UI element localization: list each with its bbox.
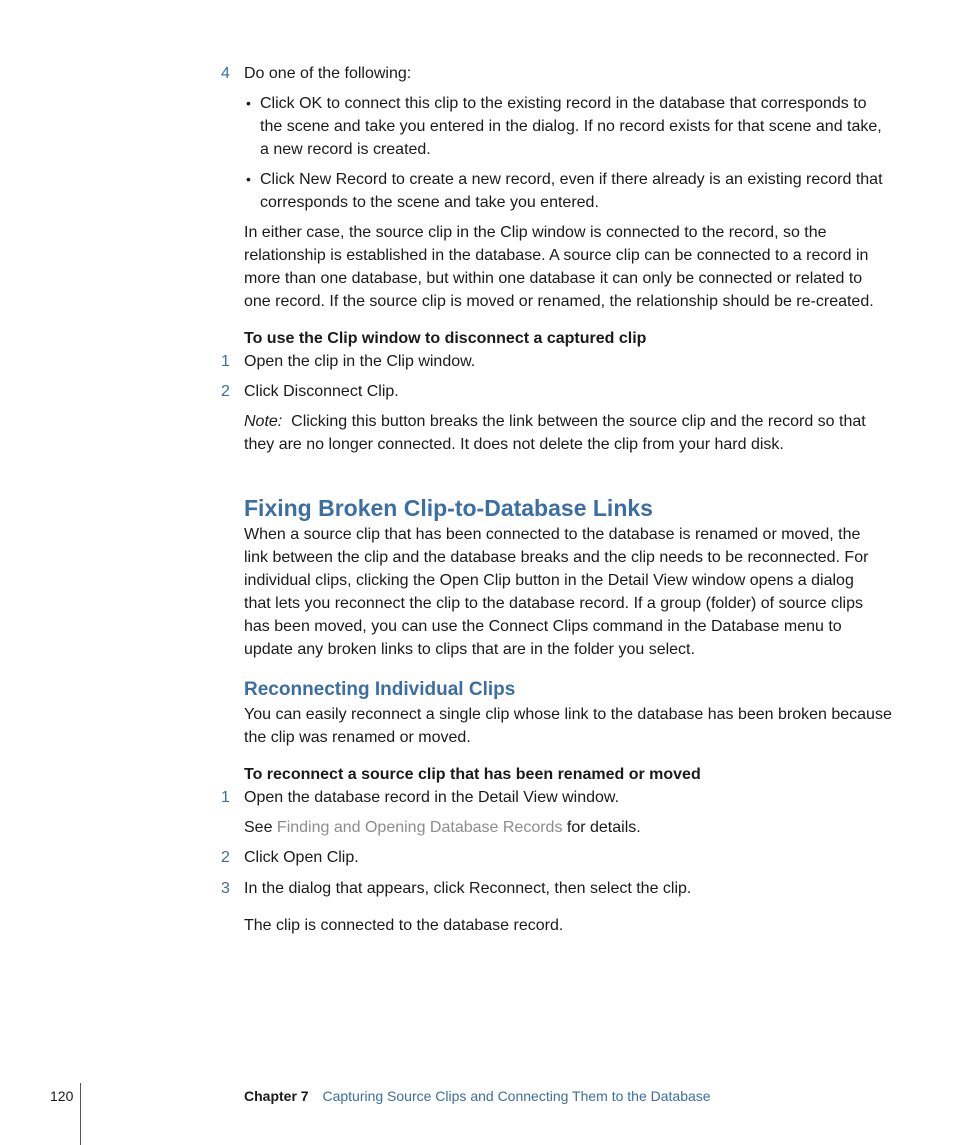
paragraph-line: that lets you reconnect the clip to the database record. If a group (folder) of source clips [244, 595, 864, 612]
footer-divider [80, 1083, 81, 1145]
paragraph-line: In either case, the source clip in the Clip window is connected to the record, so the [244, 224, 827, 241]
step-number: 3 [221, 880, 230, 897]
step-text: Open the clip in the Clip window. [244, 353, 476, 370]
step-text: In the dialog that appears, click Reconnect, then select the clip. [244, 880, 692, 897]
footer-chapter [244, 1087, 711, 1105]
see-prefix: See [244, 819, 273, 836]
task-heading: To use the Clip window to disconnect a captured clip [244, 330, 647, 347]
see-also-line [244, 816, 641, 839]
paragraph-line: one record. If the source clip is moved or renamed, the relationship should be re-created. [244, 293, 874, 310]
step-number: 2 [221, 383, 230, 400]
step-text: Click Open Clip. [244, 849, 359, 866]
chapter-title: Capturing Source Clips and Connecting Them to the Database [322, 1088, 711, 1104]
paragraph-line: update any broken links to clips that are in the folder you select. [244, 641, 695, 658]
step-number: 2 [221, 849, 230, 866]
subsection-title: Reconnecting Individual Clips [244, 679, 516, 700]
step-text: Click Disconnect Clip. [244, 383, 399, 400]
chapter-label: Chapter 7 [244, 1088, 309, 1104]
step-text: Open the database record in the Detail View window. [244, 789, 620, 806]
bullet-line: the scene and take you entered in the dialog. If no record exists for that scene and take, [260, 118, 882, 135]
note-line: they are no longer connected. It does not delete the clip from your hard disk. [244, 436, 784, 453]
paragraph-line: When a source clip that has been connected to the database is renamed or moved, the [244, 526, 861, 543]
paragraph-line: You can easily reconnect a single clip whose link to the database has been broken because [244, 706, 892, 723]
page-number: 120 [50, 1088, 74, 1104]
bullet-line: a new record is created. [260, 141, 431, 158]
bullet-line: corresponds to the scene and take you entered. [260, 194, 599, 211]
note-line [244, 410, 866, 433]
bullet-line: Click New Record to create a new record, even if there already is an existing record that [260, 171, 883, 188]
bullet-marker: • [246, 95, 251, 111]
step-number: 1 [221, 789, 230, 806]
step-text: Do one of the following: [244, 65, 412, 82]
paragraph-line: link between the clip and the database breaks and the clip needs to be reconnected. For [244, 549, 869, 566]
step-number: 4 [221, 65, 230, 82]
bullet-line: Click OK to connect this clip to the existing record in the database that corresponds to [260, 95, 867, 112]
paragraph-line: the clip was renamed or moved. [244, 729, 471, 746]
result-text: The clip is connected to the database record. [244, 917, 564, 934]
see-suffix: for details. [566, 819, 641, 836]
note-text: Clicking this button breaks the link between the source clip and the record so that [291, 413, 866, 430]
section-title: Fixing Broken Clip-to-Database Links [244, 495, 653, 521]
paragraph-line: has been moved, you can use the Connect Clips command in the Database menu to [244, 618, 842, 635]
cross-reference-link[interactable]: Finding and Opening Database Records [276, 819, 563, 836]
task-heading: To reconnect a source clip that has been renamed or moved [244, 766, 701, 783]
bullet-marker: • [246, 171, 251, 187]
paragraph-line: individual clips, clicking the Open Clip button in the Detail View window opens a dialog [244, 572, 854, 589]
note-label: Note: [244, 413, 283, 430]
paragraph-line: more than one database, but within one database it can only be connected or related to [244, 270, 863, 287]
step-number: 1 [221, 353, 230, 370]
paragraph-line: relationship is established in the database. A source clip can be connected to a record in [244, 247, 869, 264]
